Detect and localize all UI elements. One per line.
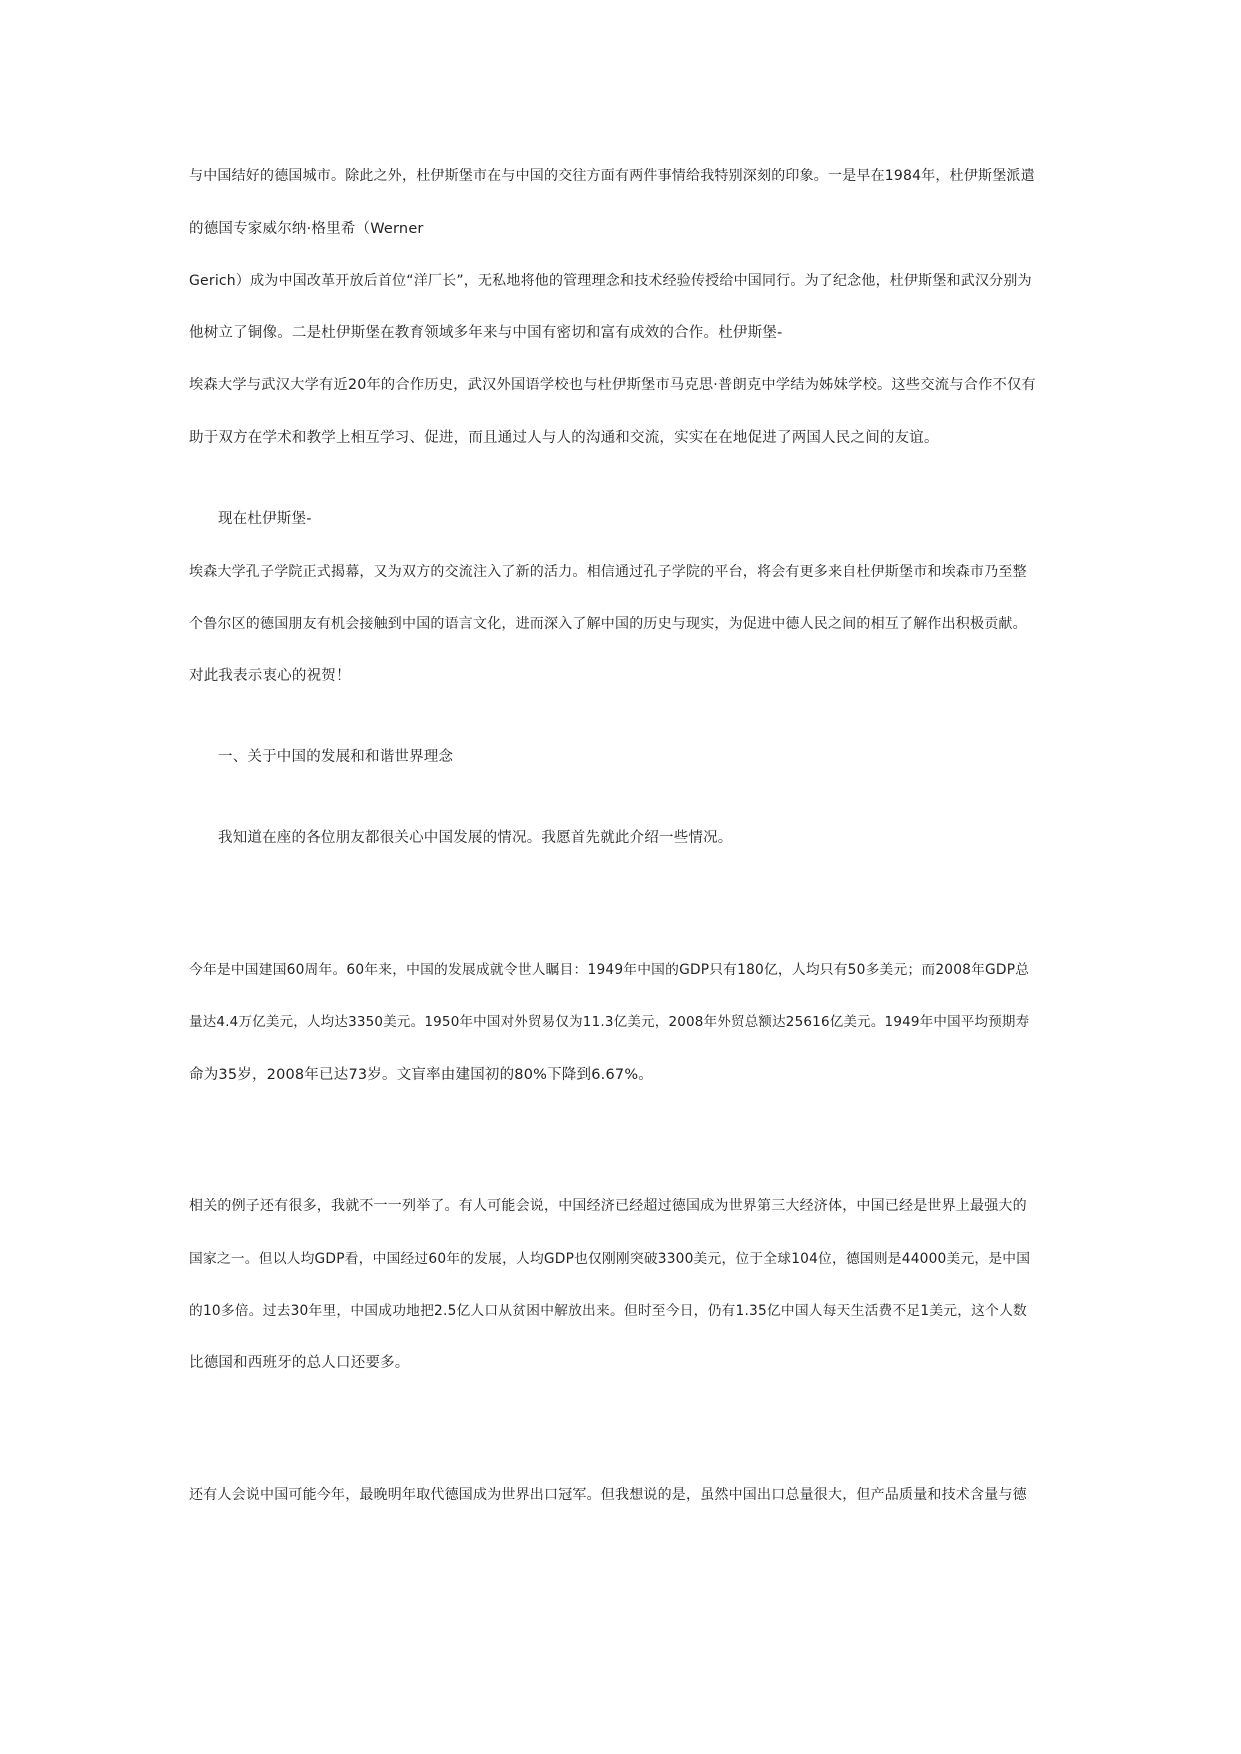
text-line: 的德国专家威尔纳·格里希（Werner xyxy=(189,221,424,237)
text-line: 现在杜伊斯堡- xyxy=(218,511,312,527)
text-line: 还有人会说中国可能今年，最晚明年取代德国成为世界出口冠军。但我想说的是，虽然中国出口总量很大，但产品质量和技术含量与德 xyxy=(189,1487,1027,1503)
text-line: 他树立了铜像。二是杜伊斯堡在教育领域多年来与中国有密切和富有成效的合作。杜伊斯堡- xyxy=(189,325,783,341)
text-line: Gerich）成为中国改革开放后首位“洋厂长”，无私地将他的管理理念和技术经验传授给中国同行。为了纪念他，杜伊斯堡和武汉分别为 xyxy=(189,273,1032,289)
text-line: 我知道在座的各位朋友都很关心中国发展的情况。我愿首先就此介绍一些情况。 xyxy=(218,830,733,846)
text-line: 相关的例子还有很多，我就不一一列举了。有人可能会说，中国经济已经超过德国成为世界第三大经济体，中国已经是世界上最强大的 xyxy=(189,1198,1027,1214)
text-line: 今年是中国建国60周年。60年来，中国的发展成就令世人瞩目：1949年中国的GDP只有180亿，人均只有50多美元；而2008年GDP总 xyxy=(189,962,1030,978)
text-line: 比德国和西班牙的总人口还要多。 xyxy=(189,1355,410,1371)
text-line: 命为35岁，2008年已达73岁。文盲率由建国初的80%下降到6.67%。 xyxy=(189,1067,653,1083)
text-line: 个鲁尔区的德国朋友有机会接触到中国的语言文化，进而深入了解中国的历史与现实，为促进中德人民之间的相互了解作出积极贡献。 xyxy=(189,616,1027,632)
text-line: 与中国结好的德国城市。除此之外，杜伊斯堡市在与中国的交往方面有两件事情给我特别深刻的印象。一是早在1984年，杜伊斯堡派遣 xyxy=(189,168,1035,184)
text-line: 国家之一。但以人均GDP看，中国经过60年的发展，人均GDP也仅刚刚突破3300美元，位于全球104位，德国则是44000美元，是中国 xyxy=(189,1251,1031,1267)
text-line: 量达4.4万亿美元，人均达3350美元。1950年中国对外贸易仅为11.3亿美元，2008年外贸总额达25616亿美元。1949年中国平均预期寿 xyxy=(189,1014,1030,1030)
text-line: 助于双方在学术和教学上相互学习、促进，而且通过人与人的沟通和交流，实实在在地促进了两国人民之间的友谊。 xyxy=(189,430,939,446)
text-line: 对此我表示衷心的祝贺！ xyxy=(189,668,351,684)
text-line: 埃森大学孔子学院正式揭幕，又为双方的交流注入了新的活力。相信通过孔子学院的平台，将会有更多来自杜伊斯堡市和埃森市乃至整 xyxy=(189,564,1027,580)
text-line: 埃森大学与武汉大学有近20年的合作历史，武汉外国语学校也与杜伊斯堡市马克思·普朗克中学结为姊妹学校。这些交流与合作不仅有 xyxy=(189,377,1036,393)
text-line: 的10多倍。过去30年里，中国成功地把2.5亿人口从贫困中解放出来。但时至今日，仍有1.35亿中国人每天生活费不足1美元，这个人数 xyxy=(189,1303,1027,1319)
section-heading: 一、关于中国的发展和和谐世界理念 xyxy=(218,749,454,765)
